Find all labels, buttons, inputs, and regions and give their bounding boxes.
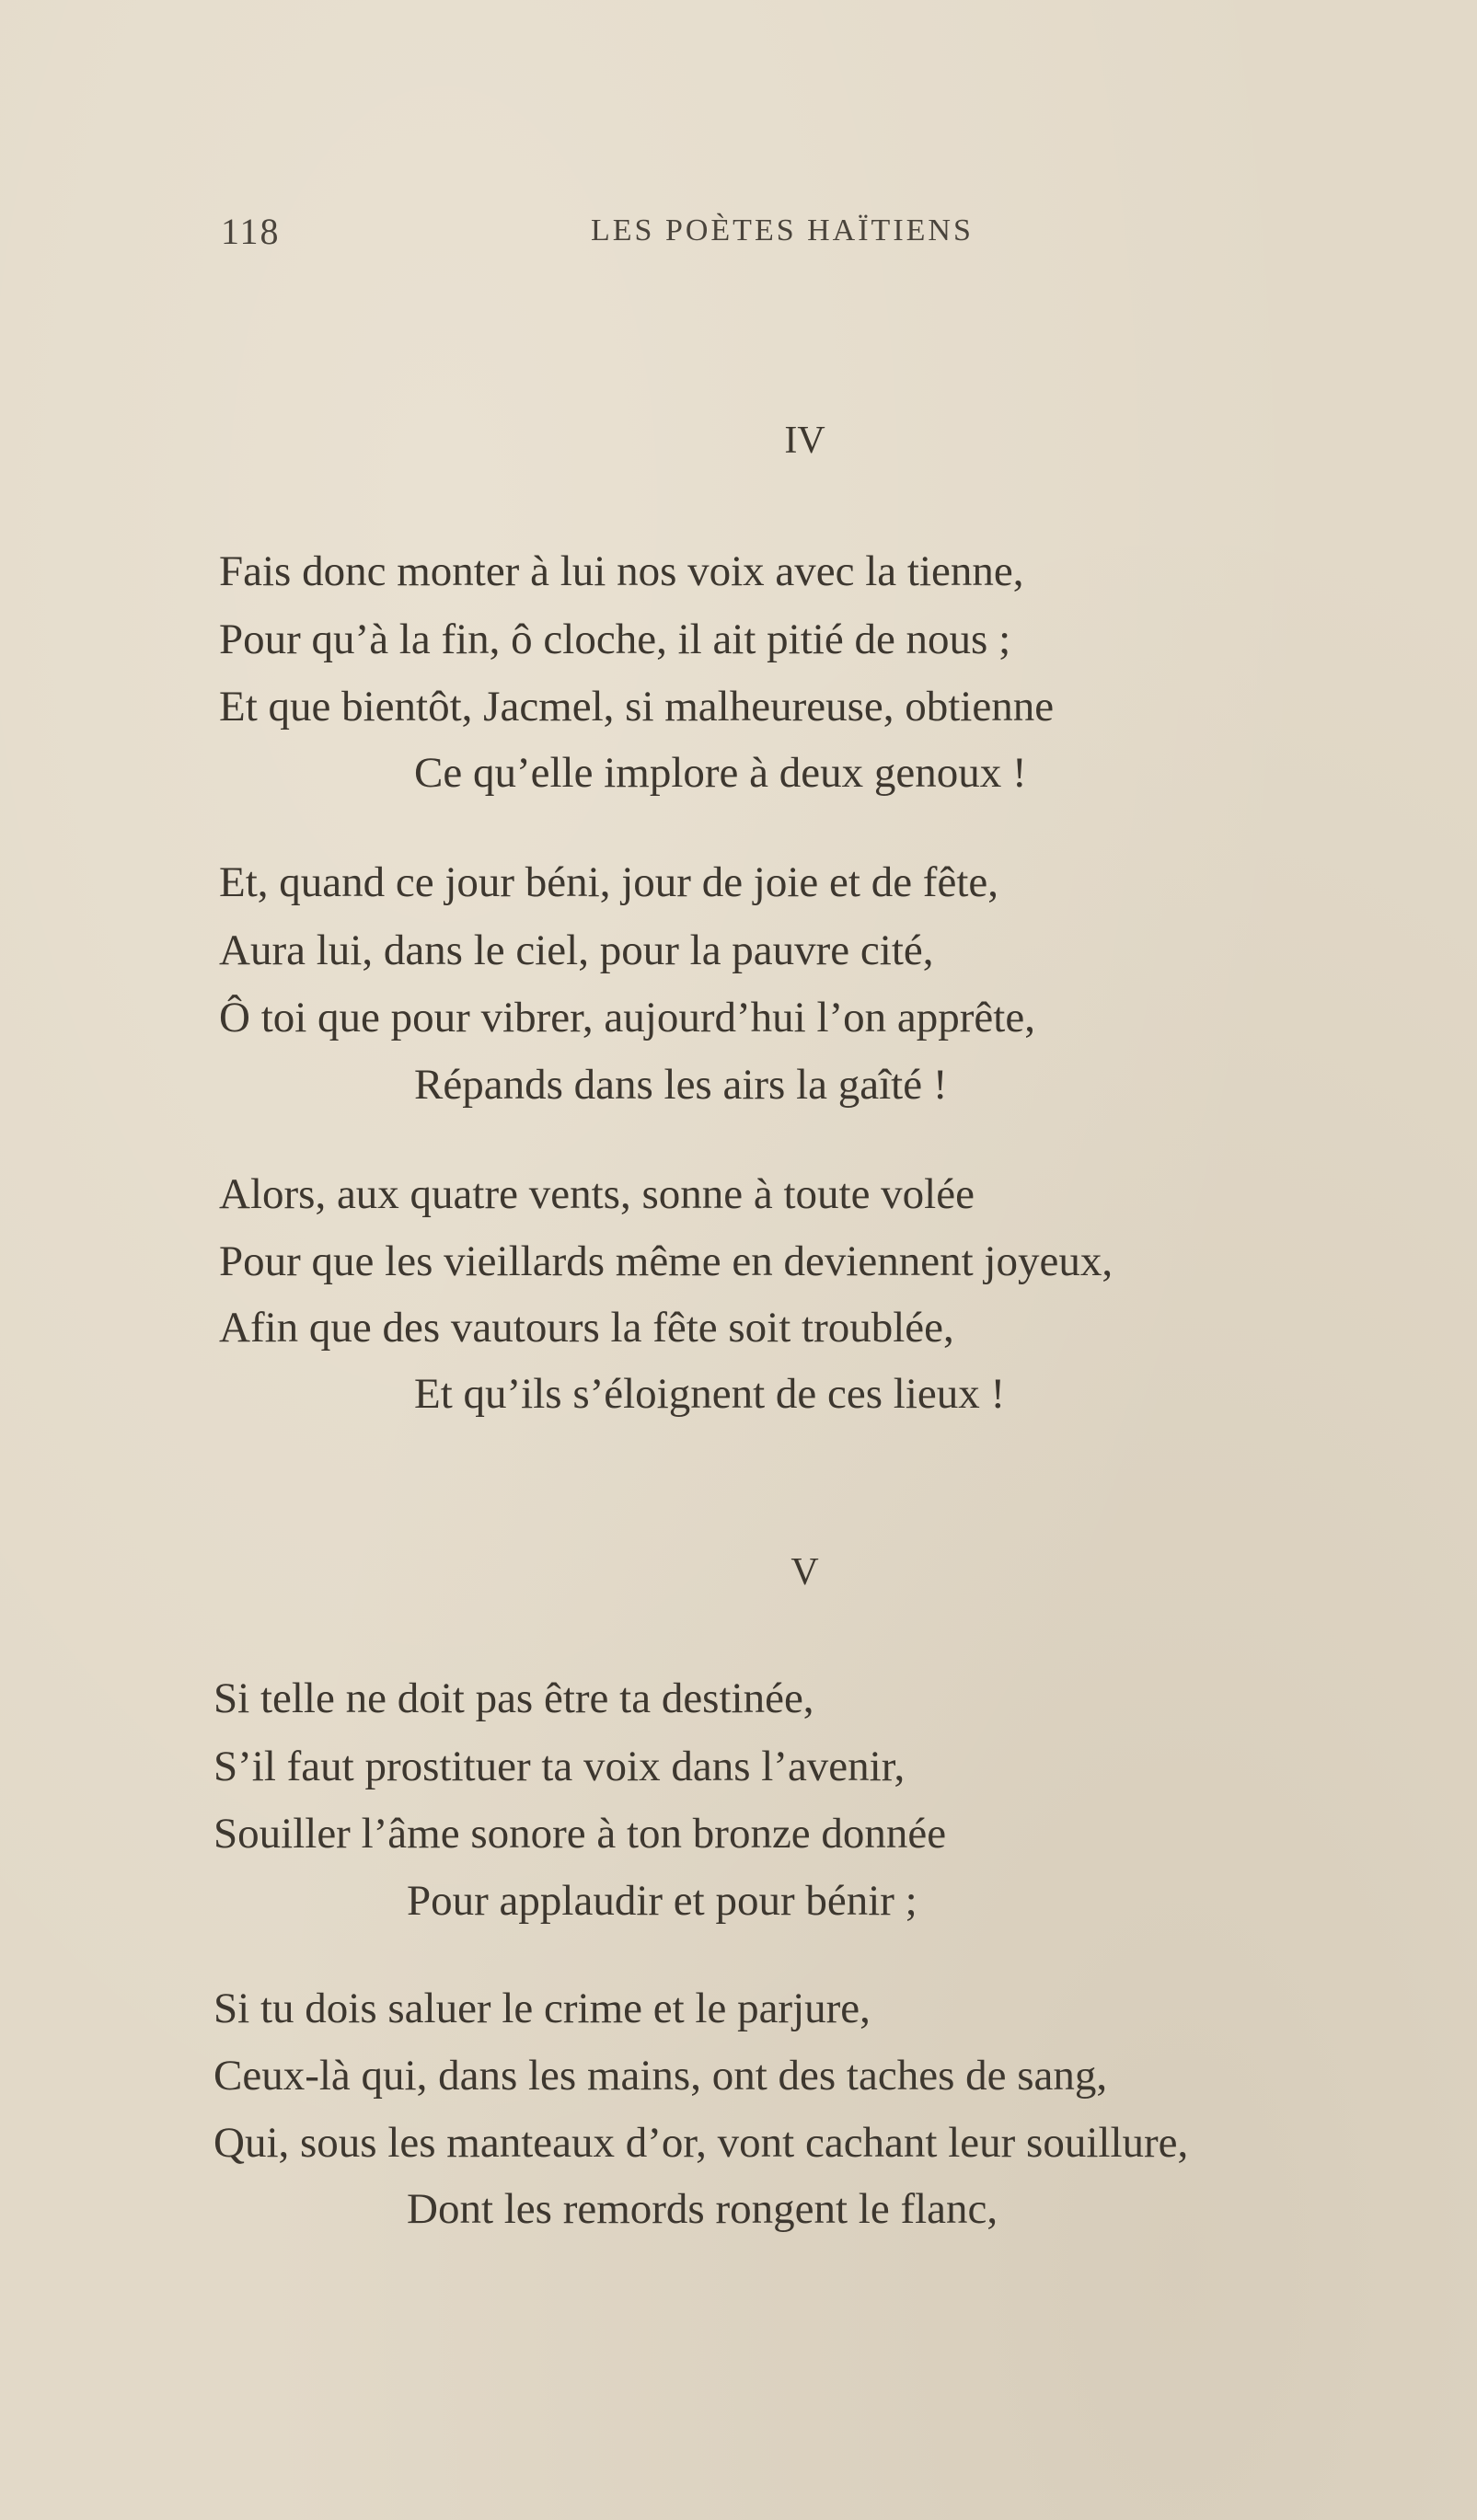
section-heading-v: V (790, 1551, 819, 1594)
verse-line: Si tu dois saluer le crime et le parjure, (213, 1985, 871, 2032)
verse-line: Et qu’ils s’éloignent de ces lieux ! (414, 1370, 1006, 1418)
verse-line: Ceux-là qui, dans les mains, ont des taches de sang, (213, 2052, 1108, 2100)
page-number: 118 (221, 211, 281, 252)
verse-line: S’il faut prostituer ta voix dans l’avenir, (213, 1743, 906, 1790)
verse-line: Dont les remords rongent le flanc, (407, 2185, 998, 2233)
verse-line: Répands dans les airs la gaîté ! (414, 1061, 948, 1109)
verse-line: Pour que les vieillards même en deviennent joyeux, (219, 1237, 1114, 1285)
verse-line: Afin que des vautours la fête soit troublée, (219, 1304, 954, 1352)
verse-line: Pour qu’à la fin, ô cloche, il ait pitié de nous ; (219, 616, 1011, 663)
verse-line: Et, quand ce jour béni, jour de joie et de fête, (219, 858, 998, 906)
page-header (0, 210, 1477, 256)
verse-line: Et que bientôt, Jacmel, si malheureuse, obtienne (219, 683, 1055, 731)
verse-line: Qui, sous les manteaux d’or, vont cachant leur souillure, (213, 2119, 1189, 2167)
verse-line: Si telle ne doit pas être ta destinée, (213, 1674, 814, 1722)
running-title: LES POÈTES HAÏTIENS (591, 213, 974, 247)
verse-line: Aura lui, dans le ciel, pour la pauvre cité, (219, 926, 934, 974)
verse-line: Ce qu’elle implore à deux genoux ! (414, 749, 1027, 797)
section-heading-iv: IV (784, 420, 825, 462)
verse-line: Ô toi que pour vibrer, aujourd’hui l’on apprête, (219, 994, 1035, 1041)
verse-line: Alors, aux quatre vents, sonne à toute volée (219, 1170, 975, 1218)
verse-line: Souiller l’âme sonore à ton bronze donnée (213, 1810, 947, 1858)
verse-line: Fais donc monter à lui nos voix avec la tienne, (219, 547, 1024, 595)
verse-line: Pour applaudir et pour bénir ; (407, 1877, 917, 1925)
